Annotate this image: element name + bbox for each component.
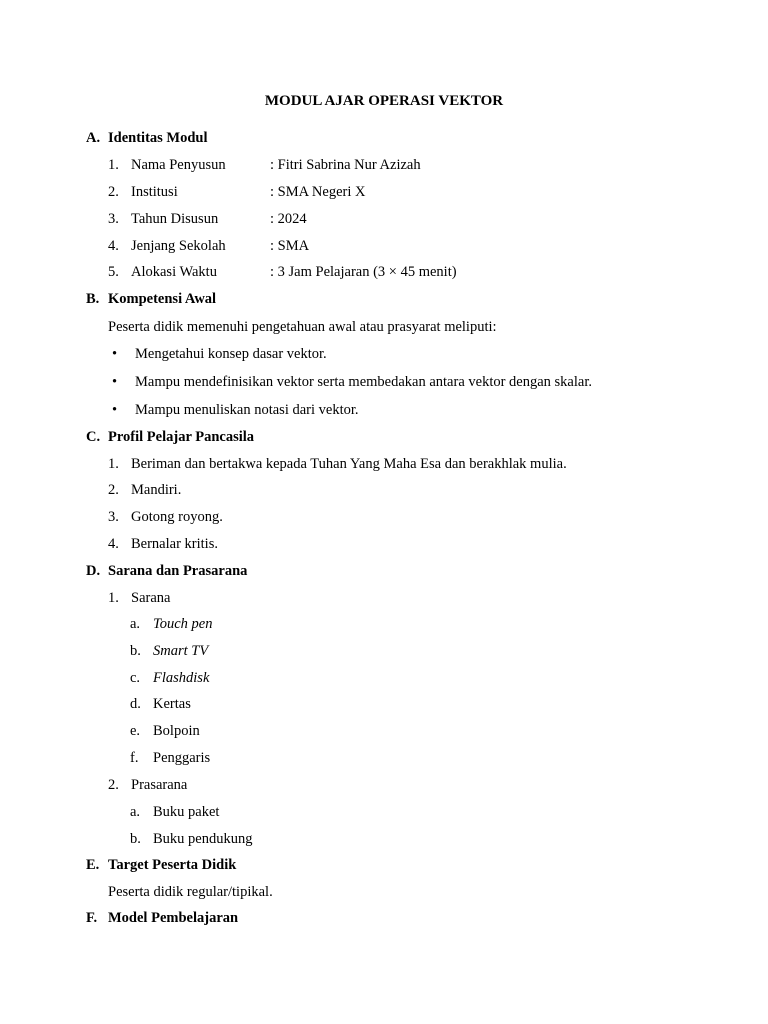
identity-value: : SMA Negeri X bbox=[270, 184, 366, 200]
bullet-icon: • bbox=[112, 402, 118, 418]
sub-list-item: a. Touch pen bbox=[130, 616, 213, 632]
identity-label: Jenjang Sekolah bbox=[131, 238, 226, 254]
section-letter: E. bbox=[86, 857, 100, 873]
section-letter: B. bbox=[86, 291, 100, 307]
section-title: Target Peserta Didik bbox=[108, 857, 237, 873]
sub-list-item: b. Smart TV bbox=[130, 643, 209, 659]
identity-label: Institusi bbox=[131, 184, 178, 200]
sub-list-item: d. Kertas bbox=[130, 696, 191, 712]
identity-value: : 2024 bbox=[270, 211, 307, 227]
identity-row: 5. Alokasi Waktu bbox=[108, 264, 217, 280]
section-letter: F. bbox=[86, 910, 98, 926]
identity-row: 4. Jenjang Sekolah bbox=[108, 238, 226, 254]
list-item: 1. Beriman dan bertakwa kepada Tuhan Yang Maha Esa dan berakhlak mulia. bbox=[108, 456, 567, 472]
identity-label: Alokasi Waktu bbox=[131, 264, 217, 280]
bullet-item: • Mampu menuliskan notasi dari vektor. bbox=[112, 402, 359, 418]
bullet-icon: • bbox=[112, 374, 118, 390]
identity-label: Tahun Disusun bbox=[131, 211, 219, 227]
identity-label: Nama Penyusun bbox=[131, 157, 226, 173]
section-f-heading bbox=[86, 908, 238, 928]
list-item: 3. Gotong royong. bbox=[108, 509, 223, 525]
sub-list-item: e. Bolpoin bbox=[130, 723, 200, 739]
list-item: 4. Bernalar kritis. bbox=[108, 536, 218, 552]
sub-list-item: a. Buku paket bbox=[130, 804, 220, 820]
section-d-heading bbox=[86, 561, 247, 581]
section-letter: A. bbox=[86, 130, 101, 146]
sub-list-item: f. Penggaris bbox=[130, 750, 211, 766]
section-b-heading bbox=[86, 289, 216, 309]
section-title: Profil Pelajar Pancasila bbox=[108, 429, 255, 445]
identity-value: : SMA bbox=[270, 238, 310, 254]
section-letter: D. bbox=[86, 563, 101, 579]
section-a-heading bbox=[86, 128, 208, 148]
bullet-item: • Mengetahui konsep dasar vektor. bbox=[112, 346, 327, 362]
bullet-icon: • bbox=[112, 346, 118, 362]
list-item: 2. Prasarana bbox=[108, 777, 188, 793]
identity-row: 3. Tahun Disusun bbox=[108, 211, 219, 227]
document-title: MODUL AJAR OPERASI VEKTOR bbox=[264, 93, 504, 109]
list-item: 1. Sarana bbox=[108, 590, 171, 606]
section-e-text: Peserta didik regular/tipikal. bbox=[108, 884, 273, 900]
list-item: 2. Mandiri. bbox=[108, 482, 182, 498]
identity-row: 1. Nama Penyusun bbox=[108, 157, 226, 173]
section-title: Sarana dan Prasarana bbox=[108, 563, 248, 579]
sub-list-item: b. Buku pendukung bbox=[130, 831, 253, 847]
identity-value: : 3 Jam Pelajaran (3 × 45 menit) bbox=[270, 264, 457, 280]
section-c-heading bbox=[86, 427, 254, 447]
section-e-heading bbox=[86, 855, 236, 875]
section-title: Identitas Modul bbox=[108, 130, 208, 146]
identity-row: 2. Institusi bbox=[108, 184, 178, 200]
bullet-item: • Mampu mendefinisikan vektor serta membedakan antara vektor dengan skalar. bbox=[112, 374, 592, 390]
section-b-intro: Peserta didik memenuhi pengetahuan awal atau prasyarat meliputi: bbox=[108, 319, 497, 335]
section-letter: C. bbox=[86, 429, 101, 445]
section-title: Model Pembelajaran bbox=[108, 910, 239, 926]
section-title: Kompetensi Awal bbox=[108, 291, 217, 307]
identity-value: : Fitri Sabrina Nur Azizah bbox=[270, 157, 421, 173]
sub-list-item: c. Flashdisk bbox=[130, 670, 210, 686]
